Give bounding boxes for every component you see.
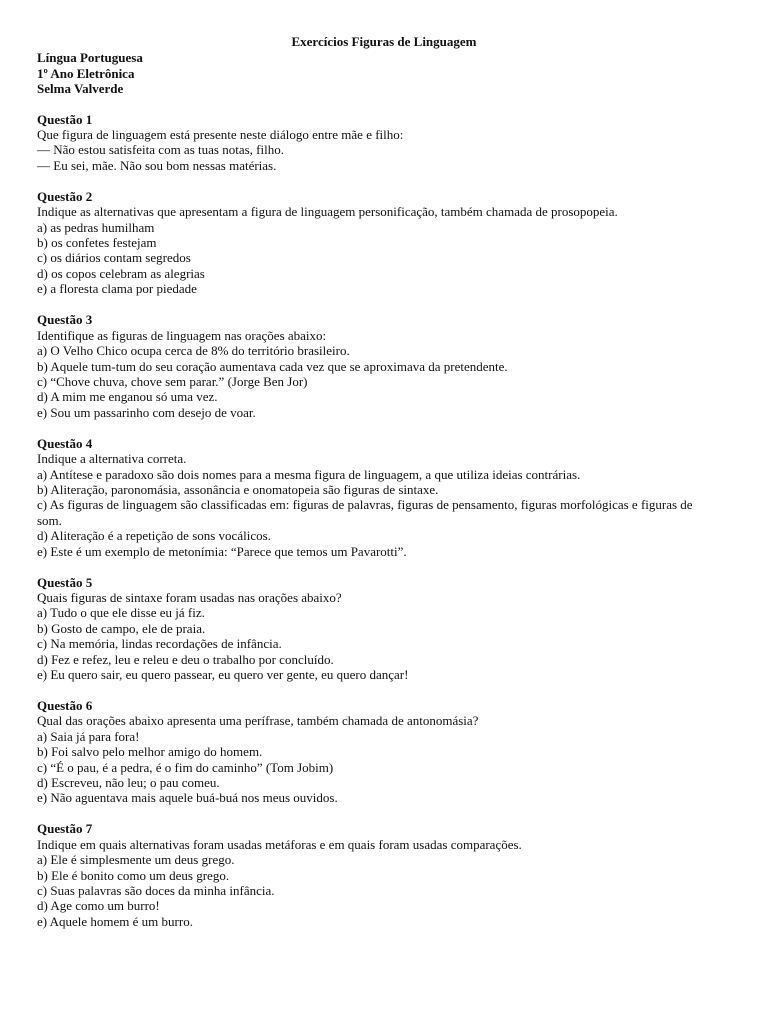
question-line: Indique a alternativa correta. — [37, 451, 187, 467]
question-option: c) “É o pau, é a pedra, é o fim do caminho” (Tom Jobim) — [37, 759, 334, 775]
question-option: d) Aliteração é a repetição de sons vocálicos. — [37, 528, 271, 544]
question-option: a) as pedras humilham — [37, 219, 155, 235]
question-option: e) Aquele homem é um burro. — [37, 913, 193, 929]
question-option: b) Aquele tum-tum do seu coração aumentava cada vez que se aproximava da pretendente. — [37, 358, 508, 374]
question-option: a) Saia já para fora! — [37, 728, 140, 744]
question-option: a) Antítese e paradoxo são dois nomes para a mesma figura de linguagem, a que utiliza ideias contrárias. — [37, 466, 581, 482]
question-option: d) A mim me enganou só uma vez. — [37, 389, 218, 405]
question-4 — [37, 436, 737, 559]
header-subject: Língua Portuguesa — [37, 50, 143, 66]
header-class: 1º Ano Eletrônica — [37, 65, 135, 81]
question-option: e) Eu quero sair, eu quero passear, eu quero ver gente, eu quero dançar! — [37, 667, 409, 682]
question-option: b) Ele é bonito como um deus grego. — [37, 867, 230, 883]
question-3 — [37, 312, 737, 420]
question-title: Questão 6 — [37, 698, 93, 713]
question-option: d) Age como um burro! — [37, 898, 160, 914]
question-option: e) Não aguentava mais aquele buá-buá nos meus ouvidos. — [37, 790, 338, 806]
question-option: c) Na memória, lindas recordações de infância. — [37, 636, 282, 652]
document-header — [37, 50, 737, 96]
document-page — [37, 34, 737, 945]
question-line: Qual das orações abaixo apresenta uma perífrase, também chamada de antonomásia? — [37, 713, 479, 729]
question-5 — [37, 575, 737, 683]
question-title: Questão 3 — [37, 312, 93, 328]
question-option: e) Este é um exemplo de metonímia: “Parece que temos um Pavarotti”. — [37, 543, 407, 559]
question-option: c) os diários contam segredos — [37, 250, 191, 266]
question-line: Que figura de linguagem está presente neste diálogo entre mãe e filho: — [37, 127, 404, 143]
question-option: d) Fez e refez, leu e releu e deu o trabalho por concluído. — [37, 651, 334, 667]
header-teacher: Selma Valverde — [37, 81, 124, 97]
question-line: — Não estou satisfeita com as tuas notas, filho. — [37, 142, 284, 158]
question-option: d) os copos celebram as alegrias — [37, 265, 205, 281]
question-1 — [37, 112, 737, 174]
question-line: Identifique as figuras de linguagem nas orações abaixo: — [37, 327, 327, 343]
question-line: Indique as alternativas que apresentam a figura de linguagem personificação, também chamada de prosopopeia. — [37, 204, 618, 220]
question-title: Questão 1 — [37, 111, 93, 127]
question-2 — [37, 189, 737, 297]
question-option: b) Aliteração, paronomásia, assonância e onomatopeia são figuras de sintaxe. — [37, 481, 439, 497]
question-option: c) Suas palavras são doces da minha infância. — [37, 883, 275, 899]
question-option: e) Sou um passarinho com desejo de voar. — [37, 404, 256, 420]
question-option: a) Tudo o que ele disse eu já fiz. — [37, 605, 205, 621]
question-line: Indique em quais alternativas foram usadas metáforas e em quais foram usadas comparações. — [37, 836, 522, 852]
question-title: Questão 5 — [37, 574, 93, 590]
question-line: — Eu sei, mãe. Não sou bom nessas matérias. — [37, 157, 277, 173]
question-option: c) “Chove chuva, chove sem parar.” (Jorge Ben Jor) — [37, 373, 308, 389]
question-option: b) Gosto de campo, ele de praia. — [37, 620, 206, 636]
question-7 — [37, 821, 737, 929]
question-6 — [37, 698, 737, 806]
question-title: Questão 7 — [37, 821, 93, 837]
question-option: d) Escreveu, não leu; o pau comeu. — [37, 775, 220, 791]
question-option: e) a floresta clama por piedade — [37, 281, 197, 297]
question-option: a) O Velho Chico ocupa cerca de 8% do território brasileiro. — [37, 343, 350, 359]
question-line: Quais figuras de sintaxe foram usadas nas orações abaixo? — [37, 589, 342, 605]
question-option: b) os confetes festejam — [37, 235, 157, 251]
question-title: Questão 4 — [37, 435, 93, 451]
question-option: c) As figuras de linguagem são classificadas em: figuras de palavras, figuras de pensamento, figuras morfológicas e figuras de som. — [37, 497, 693, 528]
document-title: Exercícios Figuras de Linguagem — [291, 34, 477, 49]
question-option: a) Ele é simplesmente um deus grego. — [37, 852, 235, 868]
question-option: b) Foi salvo pelo melhor amigo do homem. — [37, 744, 263, 760]
question-title: Questão 2 — [37, 188, 93, 204]
